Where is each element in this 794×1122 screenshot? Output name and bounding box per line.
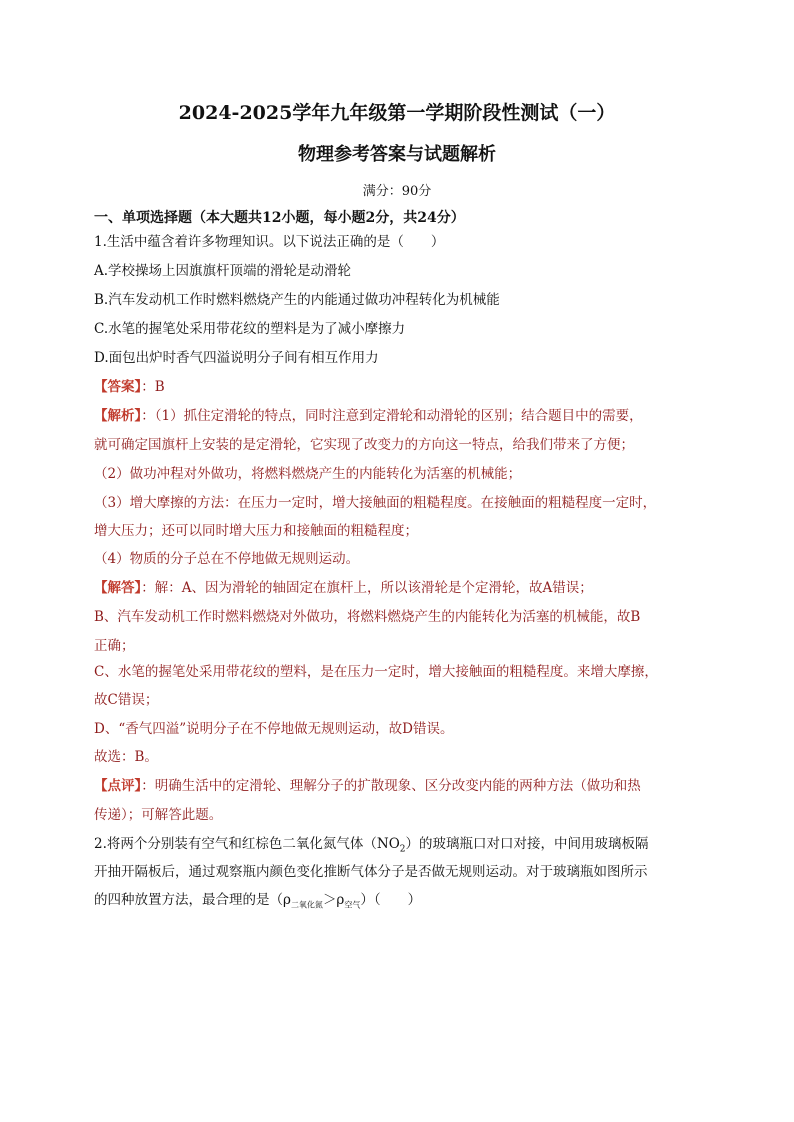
q2-text-1a: 2.将两个分别装有空气和红棕色二氧化氮气体（NO [94,836,400,852]
question-2-line-1 [94,834,649,860]
option-d: D.面包出炉时香气四溢说明分子间有相互作用力 [94,350,379,366]
q2-subscript-air: 空气 [344,900,361,910]
analysis-line-5: 增大压力；还可以同时增大压力和接触面的粗糙程度； [94,523,418,539]
q2-subscript-no2: 二氧化氮 [290,900,323,910]
solution-tag: 【解答】 [94,580,142,596]
q2-subscript-2: 2 [399,844,406,855]
comment-line-1 [94,776,641,796]
analysis-line-2: 就可确定国旗杆上安装的是定滑轮，它实现了改变力的方向这一特点，给我们带来了方便； [94,437,634,453]
score-label: 满分：90分 [362,184,432,199]
solution-line-4: C、水笔的握笔处采用带花纹的塑料，是在压力一定时，增大接触面的粗糙程度。来增大摩擦， [94,664,658,680]
comment-text-1: ：明确生活中的定滑轮、理解分子的扩散现象、区分改变内能的两种方法（做功和热 [141,778,641,794]
solution-line-1 [94,578,593,598]
solution-line-3: 正确； [94,638,135,654]
analysis-line-1 [94,406,643,426]
solution-line-2: B、汽车发动机工作时燃料燃烧对外做功，将燃料燃烧产生的内能转化为活塞的机械能，故B [94,609,641,625]
solution-line-6: D、“香气四溢”说明分子在不停地做无规则运动，故D错误。 [94,721,454,737]
solution-line-5: 故C错误； [94,692,159,708]
option-c: C.水笔的握笔处采用带花纹的塑料是为了减小摩擦力 [94,321,406,337]
q2-text-3mid: ＞ρ [322,892,345,908]
q2-text-3a: 的四种放置方法，最合理的是（ρ [94,892,291,908]
analysis-text-1: ：（1）抓住定滑轮的特点，同时注意到定滑轮和动滑轮的区别；结合题目中的需要， [141,408,643,424]
option-b: B.汽车发动机工作时燃料燃烧产生的内能通过做功冲程转化为机械能 [94,292,500,308]
analysis-tag: 【解析】 [94,408,142,424]
analysis-line-6: （4）物质的分子总在不停地做无规则运动。 [94,551,360,567]
document-subtitle: 物理参考答案与试题解析 [298,144,496,165]
answer-value: ：B [141,379,165,395]
analysis-line-4: （3）增大摩擦的方法：在压力一定时，增大接触面的粗糙程度。在接触面的粗糙程度一定时， [94,495,657,511]
question-1-stem: 1.生活中蕴含着许多物理知识。以下说法正确的是（ ） [94,234,445,250]
section-heading: 一、单项选择题（本大题共12小题，每小题2分，共24分） [94,210,465,226]
q2-text-1b: ）的玻璃瓶口对口对接，中间用玻璃板隔 [405,836,649,852]
question-2-line-3 [94,890,421,916]
answer-line [94,377,165,397]
document-title: 2024-2025学年九年级第一学期阶段性测试（一） [178,102,616,124]
choice-line: 故选：B。 [94,749,158,765]
q2-text-3b: ）（ ） [360,892,422,908]
comment-tag: 【点评】 [94,778,142,794]
solution-text-1: ：解：A、因为滑轮的轴固定在旗杆上，所以该滑轮是个定滑轮，故A错误； [141,580,593,596]
analysis-line-3: （2）做功冲程对外做功，将燃料燃烧产生的内能转化为活塞的机械能； [94,466,522,482]
question-2-line-2: 开抽开隔板后，通过观察瓶内颜色变化推断气体分子是否做无规则运动。对于玻璃瓶如图所示 [94,864,648,880]
comment-line-2: 传递）；可解答此题。 [94,807,223,823]
answer-tag: 【答案】 [94,379,142,395]
option-a: A.学校操场上因旗旗杆顶端的滑轮是动滑轮 [94,263,352,279]
